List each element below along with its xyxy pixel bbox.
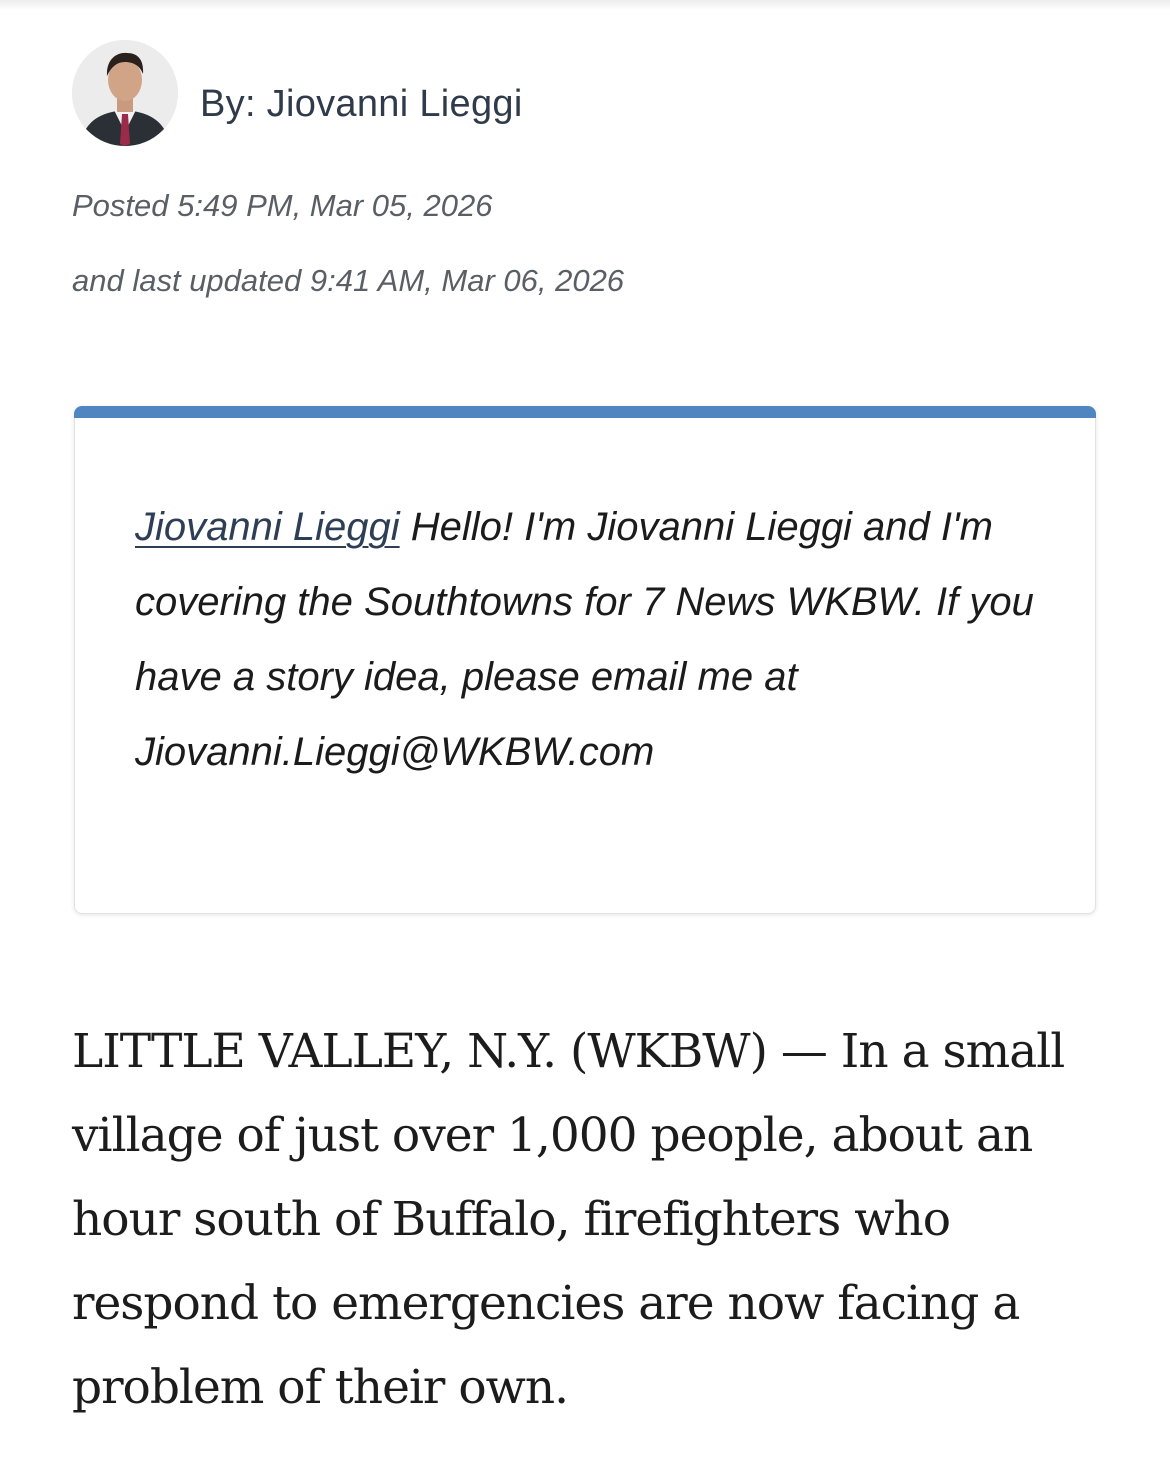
author-name[interactable]: By: Jiovanni Lieggi [200,82,523,125]
bio-description: Hello! I'm Jiovanni Lieggi and I'm covering the Southtowns for 7 News WKBW. If you have a story idea, please email me at Jiovanni.Lieggi@WKBW.com [135,505,1034,774]
bio-card-accent-bar [74,406,1096,418]
author-bio-card [74,406,1096,914]
author-bio-text [135,490,1035,790]
article-lead-paragraph: LITTLE VALLEY, N.Y. (WKBW) — In a small village of just over 1,000 people, about an hour south of Buffalo, firefighters who respond to emergencies are now facing a problem of their own. [72,1024,1065,1415]
author-profile-link[interactable]: Jiovanni Lieggi [135,505,400,549]
posted-timestamp: Posted 5:49 PM, Mar 05, 2026 [72,188,493,223]
top-shadow [0,0,1170,10]
author-byline [72,40,523,146]
updated-timestamp: and last updated 9:41 AM, Mar 06, 2026 [72,263,625,298]
author-avatar[interactable] [72,40,178,146]
person-portrait-icon [72,40,178,146]
